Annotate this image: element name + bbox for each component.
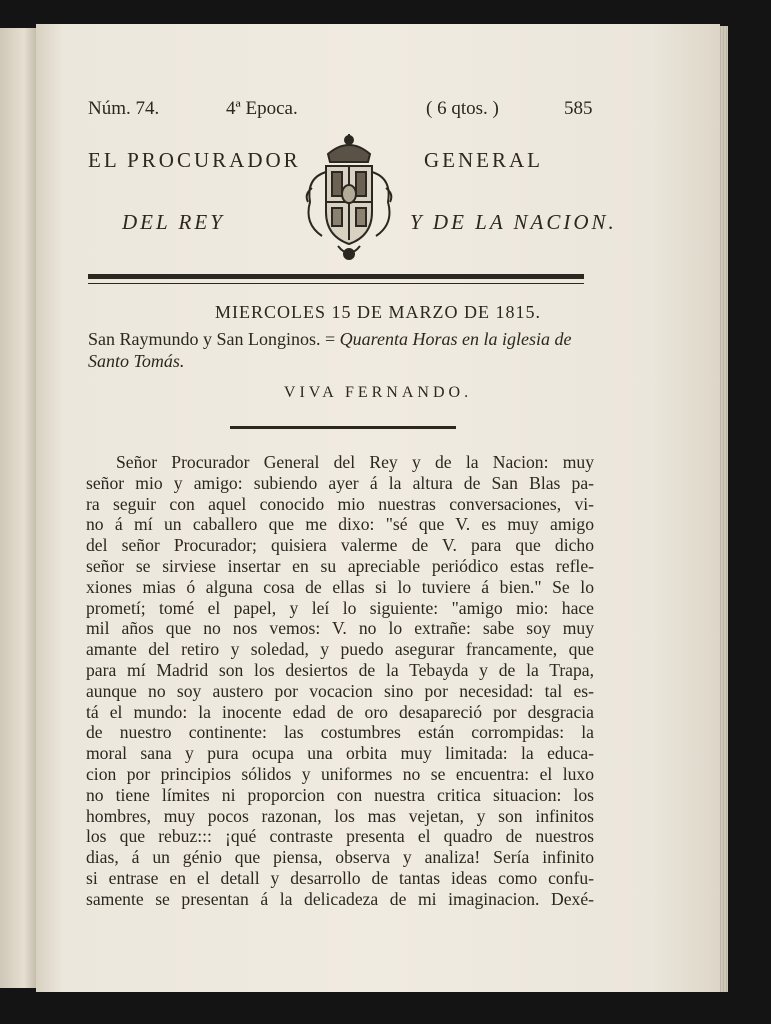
body-line: señor se sirviese insertar en su apreciable periódico estas refle-: [86, 555, 594, 576]
body-line: de nuestro continente: las costumbres están corrompidas: la: [86, 722, 594, 743]
body-line: amante del retiro y soledad, y puedo asegurar francamente, que: [86, 639, 594, 660]
section-rule: [230, 426, 456, 429]
saints-note: Quarenta Horas en la iglesia de Santo Tomás.: [88, 329, 572, 371]
body-line: prometí; tomé el papel, y leí lo siguiente: "amigo mio: hace: [86, 597, 594, 618]
body-line: si entrase en el detall y desarrollo de tantas ideas como confu-: [86, 867, 594, 888]
masthead-rule-thick: [88, 274, 584, 279]
body-line: dias, á un génio que piensa, observa y analiza! Sería infinito: [86, 847, 594, 868]
body-line: no tiene límites ni proporcion con nuestra critica situacion: los: [86, 784, 594, 805]
left-page-edge: [0, 28, 40, 988]
body-line: cion por principios sólidos y uniformes no se encuentra: el luxo: [86, 763, 594, 784]
body-line: moral sana y pura ocupa una orbita muy limitada: la educa-: [86, 743, 594, 764]
body-line: hombres, muy pocos razonan, los mas vejetan, y son infinitos: [86, 805, 594, 826]
title-left: EL PROCURADOR: [88, 148, 301, 172]
masthead-rule-thin: [88, 283, 584, 284]
body-line: tá el mundo: la inocente edad de oro desapareció por desgracia: [86, 701, 594, 722]
body-line: ra seguir con aquel conocido mio nuestras conversaciones, vi-: [86, 493, 594, 514]
quartos-label: ( 6 qtos. ): [426, 98, 499, 119]
title-right: GENERAL: [424, 148, 543, 172]
body-line: no á mí un caballero que me dixo: "sé que V. es muy amigo: [86, 514, 594, 535]
body-line: señor mio y amigo: subiendo ayer á la altura de San Blas pa-: [86, 472, 594, 493]
page-number: 585: [564, 98, 593, 119]
body-line: Señor Procurador General del Rey y de la Nacion: muy: [116, 452, 594, 472]
body-line: del señor Procurador; quisiera valerme de V. para que dicho: [86, 535, 594, 556]
body-line: para mí Madrid son los desiertos de la Tebayda y de la Trapa,: [86, 659, 594, 680]
body-line: los que rebuz::: ¡qué contraste presenta el quadro de nuestros: [86, 826, 594, 847]
body-line: xiones mias ó alguna cosa de ellas si lo tuviere á bien." Se lo: [86, 576, 594, 597]
article-body: [86, 452, 594, 910]
body-line: aunque no soy austero por vocacion sino por necesidad: tal es-: [86, 680, 594, 701]
saints-names: San Raymundo y San Longinos. =: [88, 329, 340, 349]
subtitle-left: DEL REY: [122, 210, 225, 234]
issue-number: Núm. 74.: [88, 98, 160, 119]
newspaper-page: [36, 24, 720, 992]
epoch-label: 4ª Epoca.: [226, 98, 298, 119]
body-line: mil años que no nos vemos: V. no lo extrañe: sabe soy muy: [86, 618, 594, 639]
subtitle-right: Y DE LA NACION.: [410, 210, 617, 234]
royal-crest-icon: [298, 132, 400, 264]
motto: VIVA FERNANDO.: [283, 384, 473, 401]
body-line: samente se presentan á la delicadeza de mi imaginacion. Dexé-: [86, 888, 594, 909]
saints-of-day: [88, 328, 608, 372]
dateline: MIERCOLES 15 DE MARZO DE 1815.: [215, 302, 541, 322]
